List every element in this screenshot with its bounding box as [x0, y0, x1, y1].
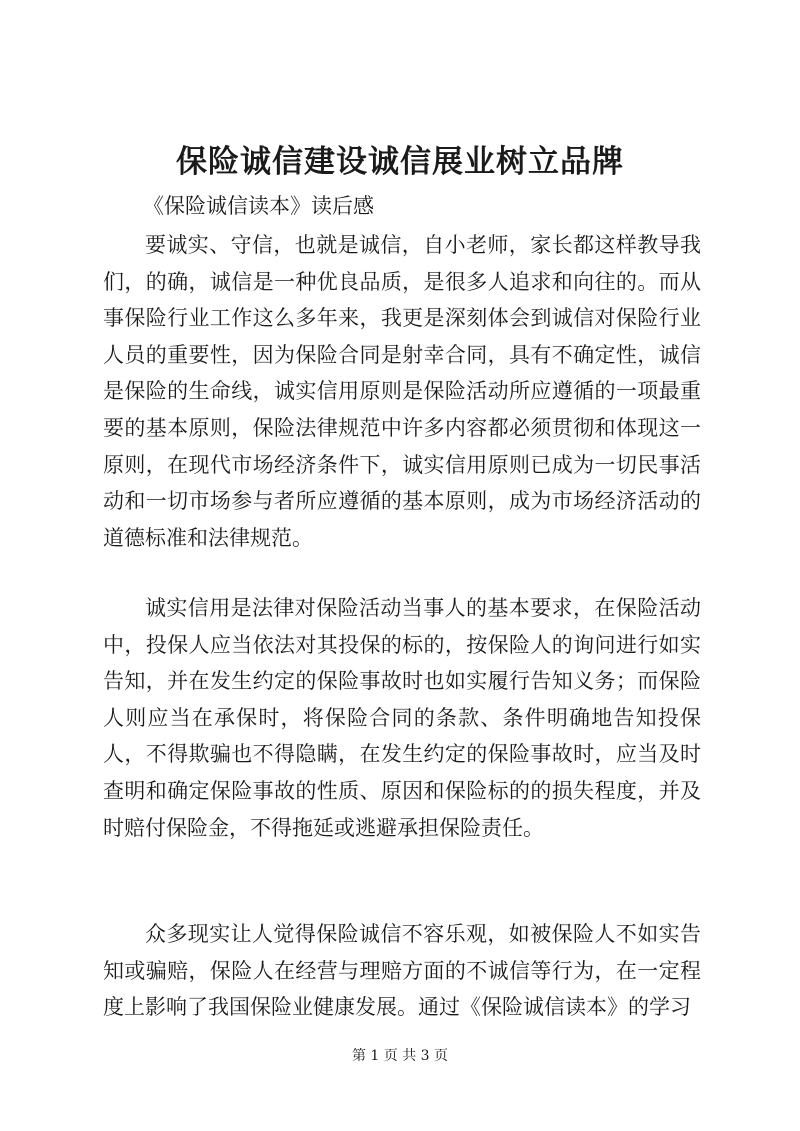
document-subtitle: 《保险诚信读本》读后感: [143, 194, 374, 218]
body-paragraph-3: 众多现实让人觉得保险诚信不容乐观，如被保险人不如实告知或骗赔，保险人在经营与理赔方面的不诚信等行为，在一定程度上影响了我国保险业健康发展。通过《保险诚信读本》的学习: [103, 922, 701, 1020]
document-title: 保险诚信建设诚信展业树立品牌: [176, 144, 624, 180]
page-footer: 第 1 页 共 3 页: [351, 1048, 449, 1064]
body-paragraph-1: 要诚实、守信，也就是诚信，自小老师，家长都这样教导我们，的确，诚信是一种优良品质，是很多人追求和向往的。而从事保险行业工作这么多年来，我更是深刻体会到诚信对保险行业人员的重要性，因为保险合同是射幸合同，具有不确定性，诚信是保险的生命线，诚实信用原则是保险活动所应遵循的一项最重要的基本原则，保险法律规范中许多内容都必须贯彻和体现这一原则，在现代市场经济条件下，诚实信用原则已成为一切民事活动和一切市场参与者所应遵循的基本原则，成为市场经济活动的道德标准和法律规范。: [103, 233, 701, 550]
body-paragraph-2: 诚实信用是法律对保险活动当事人的基本要求，在保险活动中，投保人应当依法对其投保的标的，按保险人的询问进行如实告知，并在发生约定的保险事故时也如实履行告知义务；而保险人则应当在承保时，将保险合同的条款、条件明确地告知投保人，不得欺骗也不得隐瞒，在发生约定的保险事故时，应当及时查明和确定保险事故的性质、原因和保险标的的损失程度，并及时赔付保险金，不得拖延或逃避承担保险责任。: [103, 596, 701, 840]
